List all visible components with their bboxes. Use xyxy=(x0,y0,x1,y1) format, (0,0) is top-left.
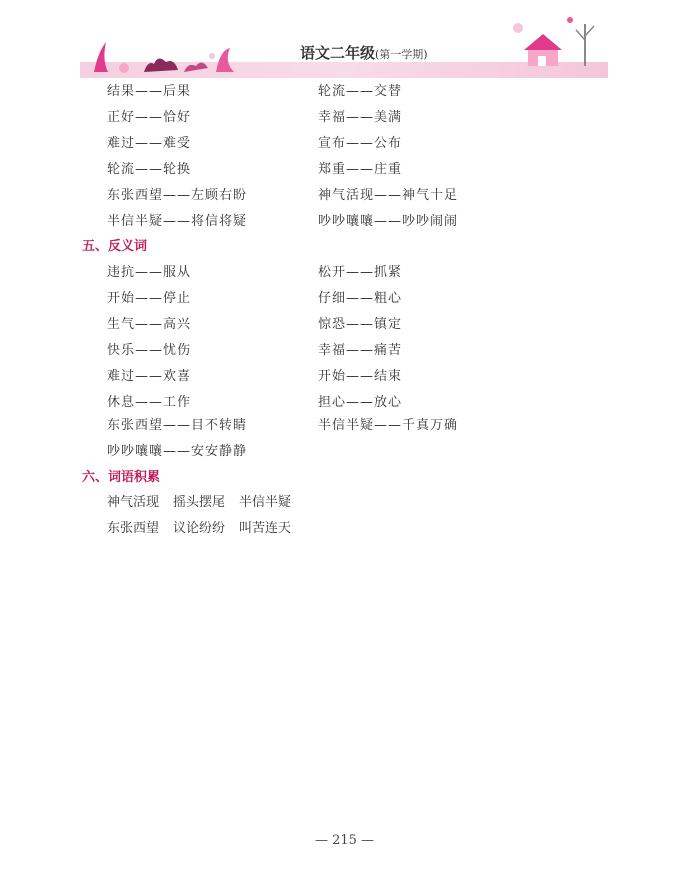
synonym-pair: 正好——恰好 xyxy=(107,110,192,125)
book-title-main: 语文二年级 xyxy=(300,44,376,62)
antonym-pair: 快乐——忧伤 xyxy=(107,343,192,358)
antonym-pair: 吵吵嚷嚷——安安静静 xyxy=(107,444,248,459)
word-list-line xyxy=(107,491,305,510)
antonym-pair: 开始——结束 xyxy=(318,369,403,384)
synonym-pair: 东张西望——左顾右盼 xyxy=(107,188,248,203)
synonym-pair: 轮流——轮换 xyxy=(107,162,192,177)
synonym-pair: 结果——后果 xyxy=(107,84,192,99)
word-item: 东张西望 xyxy=(107,521,160,536)
synonym-pair: 半信半疑——将信将疑 xyxy=(107,214,248,229)
page-number: — 215 — xyxy=(314,833,375,848)
word-list-line xyxy=(107,517,305,536)
word-item: 议论纷纷 xyxy=(173,521,226,536)
antonym-pair: 开始——停止 xyxy=(107,291,192,306)
antonym-pair: 休息——工作 xyxy=(107,395,192,410)
word-item: 摇头摆尾 xyxy=(173,495,226,510)
word-item: 叫苦连天 xyxy=(239,521,292,536)
antonym-pair: 松开——抓紧 xyxy=(318,265,403,280)
antonym-pair: 违抗——服从 xyxy=(107,265,192,280)
section-heading-word-accumulation: 六、词语积累 xyxy=(82,470,161,485)
word-item: 神气活现 xyxy=(107,495,160,510)
antonym-pair: 仔细——粗心 xyxy=(318,291,403,306)
antonym-pair: 半信半疑——千真万确 xyxy=(318,418,459,433)
book-title-sub: (第一学期) xyxy=(375,48,428,61)
word-item: 半信半疑 xyxy=(239,495,292,510)
synonym-pair: 神气活现——神气十足 xyxy=(318,188,459,203)
antonym-pair: 幸福——痛苦 xyxy=(318,343,403,358)
synonym-pair: 吵吵嚷嚷——吵吵闹闹 xyxy=(318,214,459,229)
synonym-pair: 郑重——庄重 xyxy=(318,162,403,177)
antonym-pair: 惊恐——镇定 xyxy=(318,317,403,332)
synonym-pair: 难过——难受 xyxy=(107,136,192,151)
antonym-pair: 东张西望——目不转睛 xyxy=(107,418,248,433)
antonym-pair: 难过——欢喜 xyxy=(107,369,192,384)
antonym-pair: 生气——高兴 xyxy=(107,317,192,332)
antonym-pair: 担心——放心 xyxy=(318,395,403,410)
synonym-pair: 宣布——公布 xyxy=(318,136,403,151)
synonym-pair: 轮流——交替 xyxy=(318,84,403,99)
section-heading-antonyms: 五、反义词 xyxy=(82,239,148,254)
synonym-pair: 幸福——美满 xyxy=(318,110,403,125)
